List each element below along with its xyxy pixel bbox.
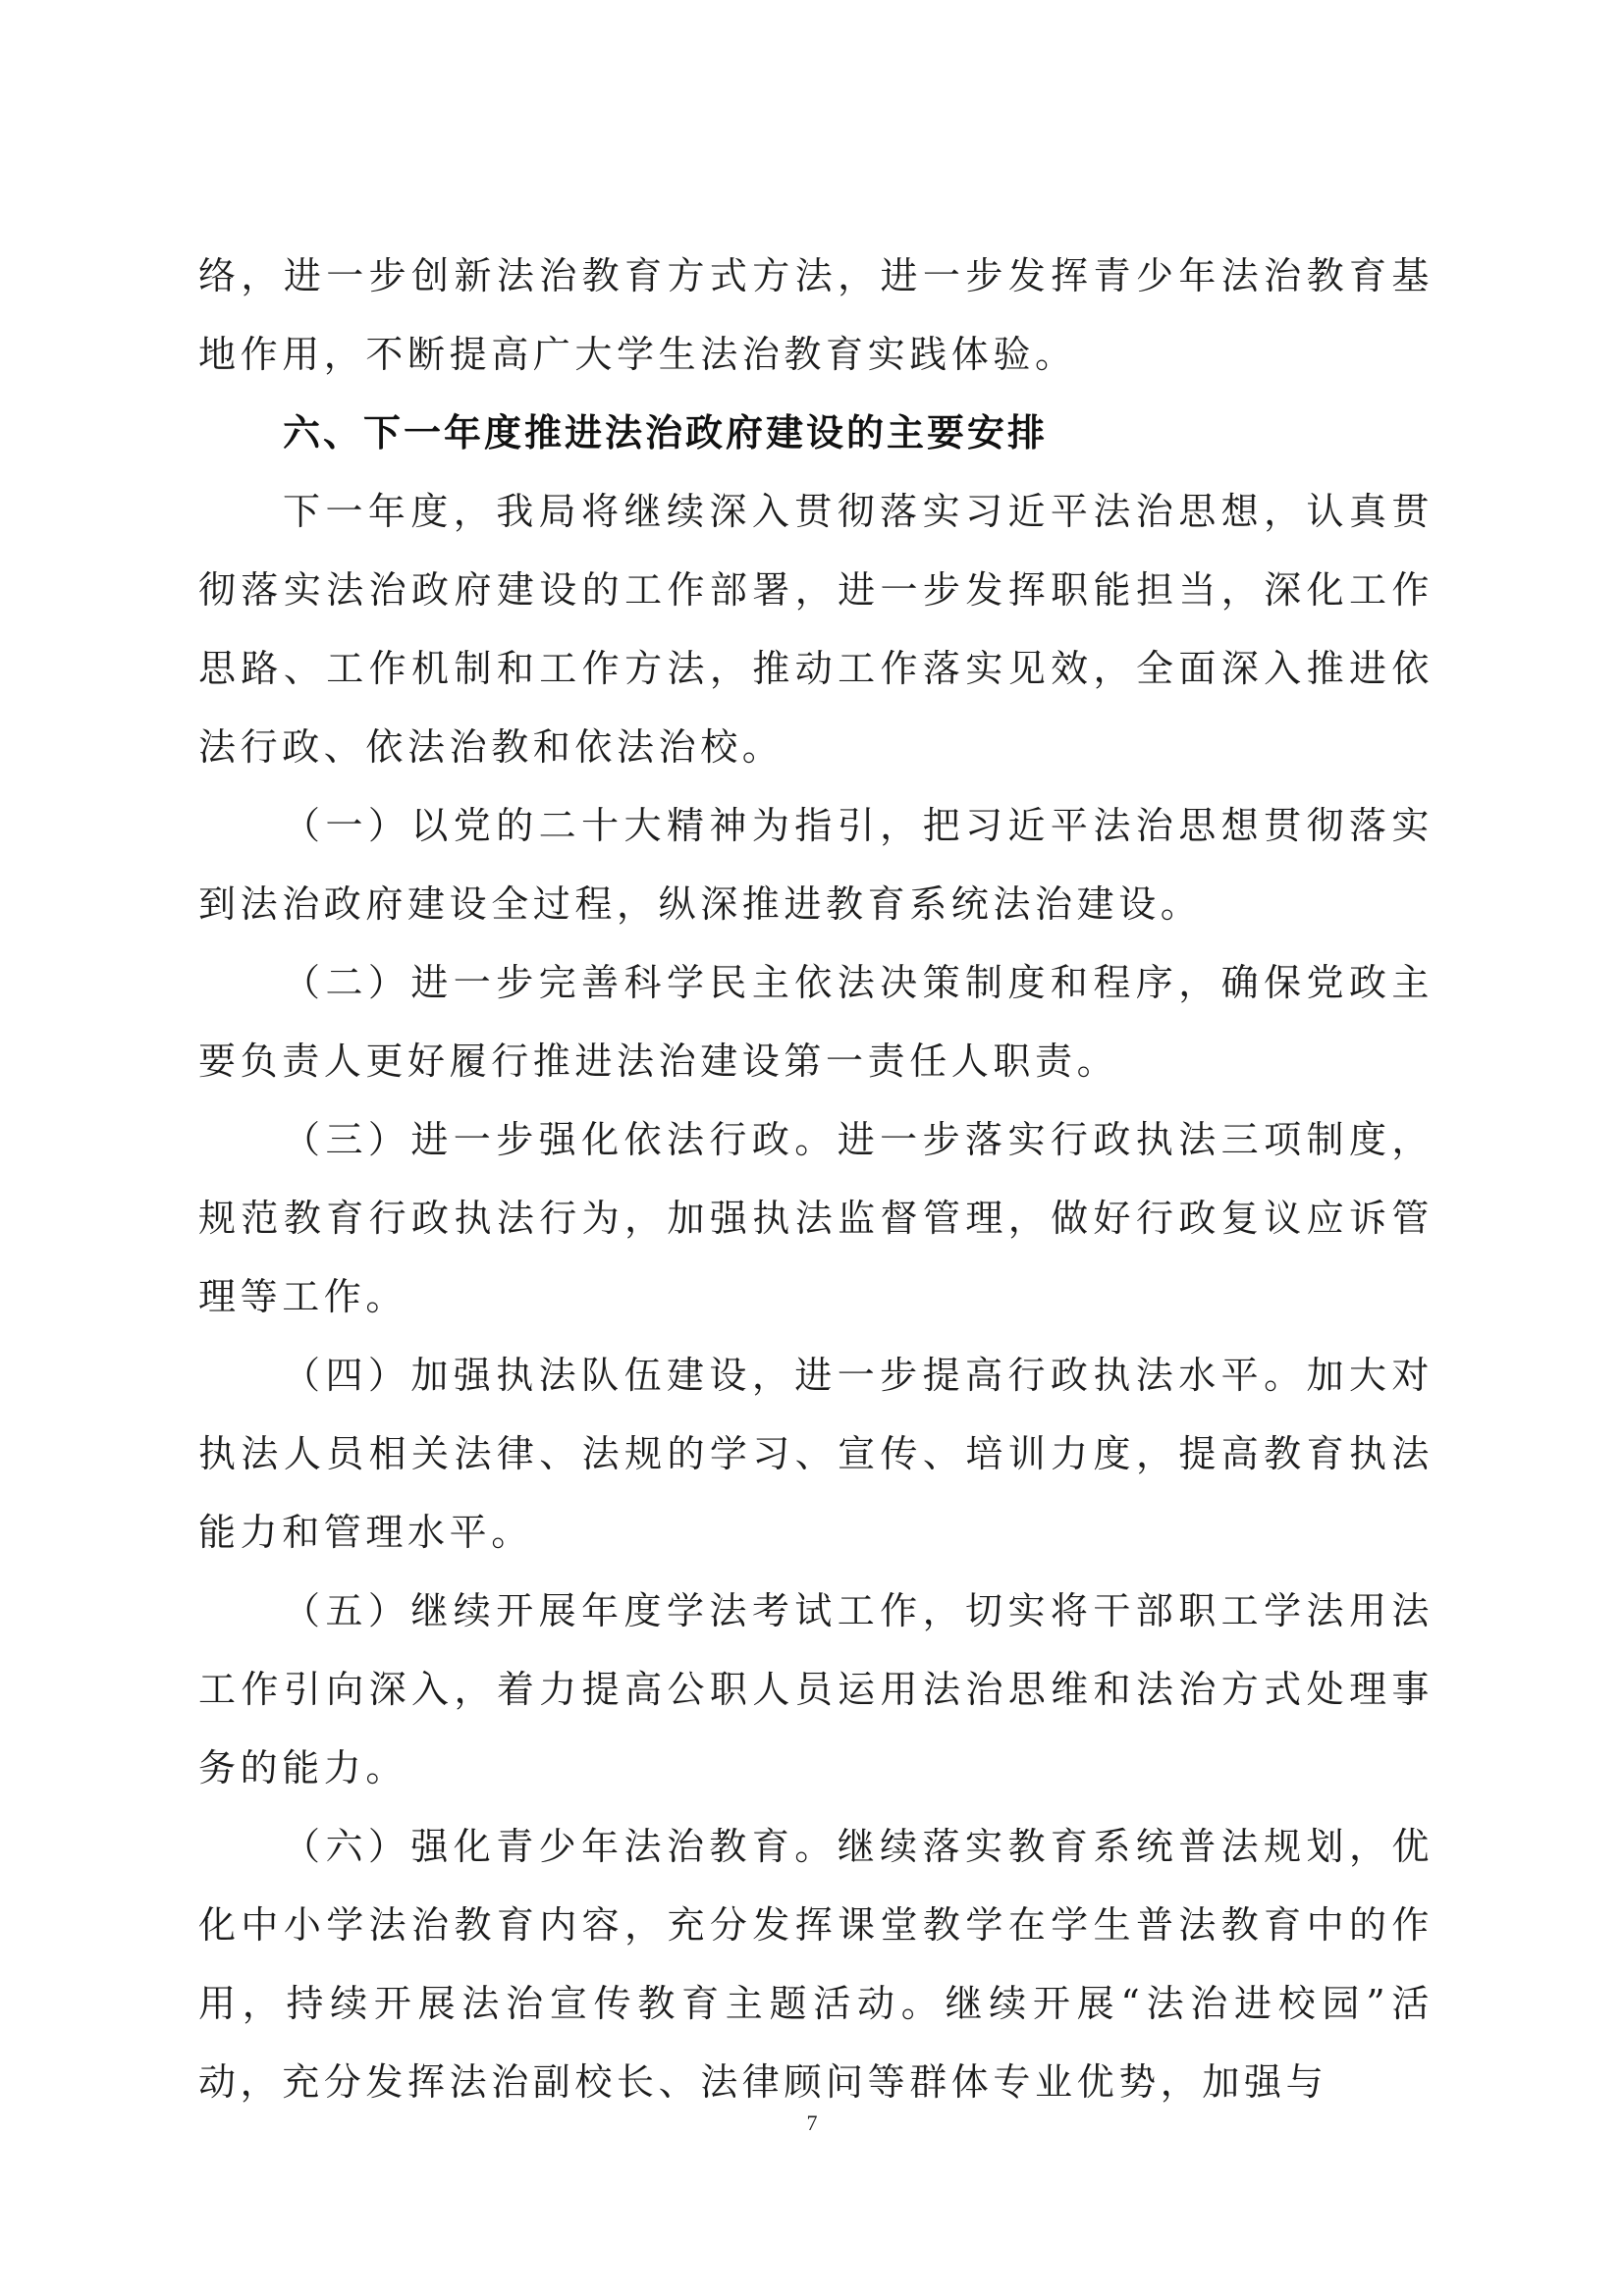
body-paragraph: （三）进一步强化依法行政。进一步落实行政执法三项制度，规范教育行政执法行为，加强执法监督管理，做好行政复议应诉管理等工作。	[198, 1118, 1434, 1318]
body-paragraph: （二）进一步完善科学民主依法决策制度和程序，确保党政主要负责人更好履行推进法治建设第一责任人职责。	[198, 961, 1434, 1083]
body-paragraph: （五）继续开展年度学法考试工作，切实将干部职工学法用法工作引向深入，着力提高公职人员运用法治思维和法治方式处理事务的能力。	[198, 1589, 1434, 1789]
body-paragraph: 下一年度，我局将继续深入贯彻落实习近平法治思想，认真贯彻落实法治政府建设的工作部署，进一步发挥职能担当，深化工作思路、工作机制和工作方法，推动工作落实见效，全面深入推进依法行政、依法治教和依法治校。	[198, 490, 1434, 769]
document-body	[198, 237, 1434, 2121]
body-paragraph: （六）强化青少年法治教育。继续落实教育系统普法规划，优化中小学法治教育内容，充分发挥课堂教学在学生普法教育中的作用，持续开展法治宣传教育主题活动。继续开展“法治进校园”活动，充分发挥法治副校长、法律顾问等群体专业优势，加强与	[198, 1825, 1434, 2104]
page-number: 7	[806, 2110, 818, 2135]
body-paragraph: （四）加强执法队伍建设，进一步提高行政执法水平。加大对执法人员相关法律、法规的学习、宣传、培训力度，提高教育执法能力和管理水平。	[198, 1354, 1434, 1554]
body-paragraph: （一）以党的二十大精神为指引，把习近平法治思想贯彻落实到法治政府建设全过程，纵深推进教育系统法治建设。	[198, 804, 1434, 926]
continuation-paragraph: 络，进一步创新法治教育方式方法，进一步发挥青少年法治教育基地作用，不断提高广大学生法治教育实践体验。	[198, 254, 1434, 376]
section-heading: 六、下一年度推进法治政府建设的主要安排	[283, 411, 1049, 454]
